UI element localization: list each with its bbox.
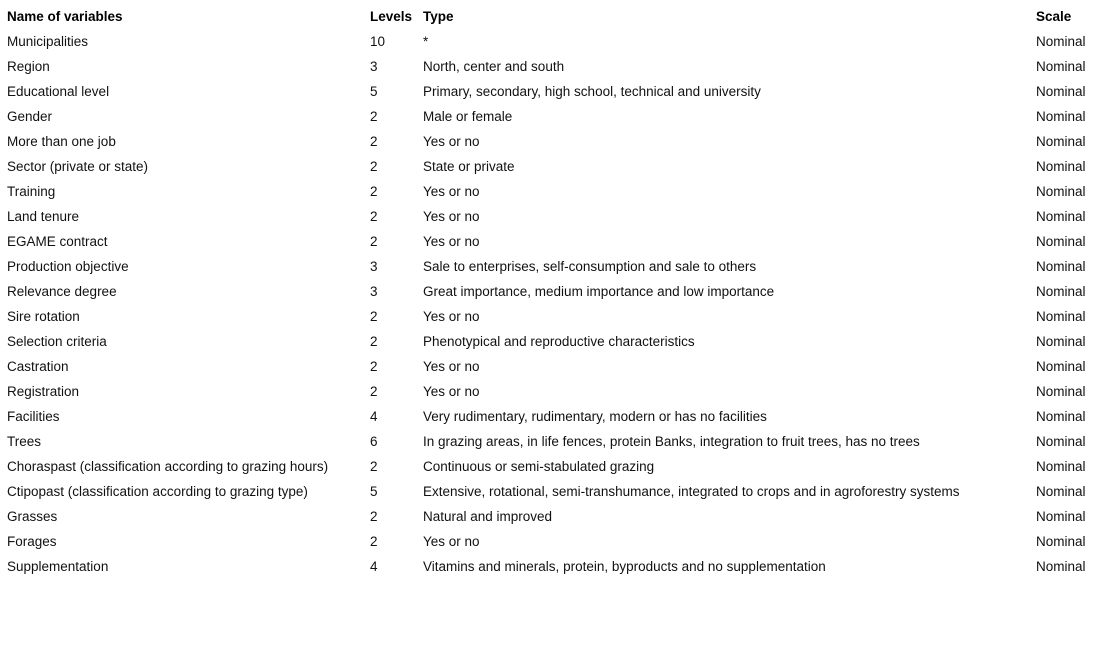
- cell-type: Yes or no: [423, 234, 480, 249]
- cell-name: Selection criteria: [7, 334, 107, 349]
- cell-scale: Nominal: [1036, 459, 1086, 474]
- cell-levels: 3: [370, 284, 378, 299]
- cell-scale: Nominal: [1036, 384, 1086, 399]
- table-row: [0, 304, 1110, 329]
- cell-levels: 5: [370, 84, 378, 99]
- cell-levels: 4: [370, 409, 378, 424]
- table-row: [0, 554, 1110, 579]
- cell-name: EGAME contract: [7, 234, 108, 249]
- cell-scale: Nominal: [1036, 559, 1086, 574]
- cell-name: Training: [7, 184, 56, 199]
- cell-levels: 2: [370, 234, 378, 249]
- cell-scale: Nominal: [1036, 434, 1086, 449]
- cell-type: *: [423, 34, 429, 49]
- cell-scale: Nominal: [1036, 309, 1086, 324]
- cell-scale: Nominal: [1036, 259, 1086, 274]
- header-type: Type: [423, 9, 454, 24]
- cell-levels: 2: [370, 509, 378, 524]
- cell-type: In grazing areas, in life fences, protein Banks, integration to fruit trees, has no trees: [423, 434, 920, 449]
- cell-name: Relevance degree: [7, 284, 117, 299]
- cell-scale: Nominal: [1036, 134, 1086, 149]
- cell-name: Forages: [7, 534, 57, 549]
- cell-name: Registration: [7, 384, 80, 399]
- cell-levels: 4: [370, 559, 378, 574]
- cell-name: Grasses: [7, 509, 58, 524]
- table-row: [0, 504, 1110, 529]
- cell-name: Supplementation: [7, 559, 109, 574]
- table-row: [0, 154, 1110, 179]
- cell-levels: 5: [370, 484, 378, 499]
- cell-type: Continuous or semi-stabulated grazing: [423, 459, 655, 474]
- table-row: [0, 104, 1110, 129]
- cell-scale: Nominal: [1036, 209, 1086, 224]
- table-row: [0, 329, 1110, 354]
- cell-scale: Nominal: [1036, 159, 1086, 174]
- table-row: [0, 529, 1110, 554]
- cell-scale: Nominal: [1036, 84, 1086, 99]
- cell-type: Primary, secondary, high school, technical and university: [423, 84, 761, 99]
- cell-name: Region: [7, 59, 50, 74]
- cell-scale: Nominal: [1036, 334, 1086, 349]
- cell-levels: 6: [370, 434, 378, 449]
- cell-scale: Nominal: [1036, 409, 1086, 424]
- table-row: [0, 129, 1110, 154]
- cell-name: Gender: [7, 109, 53, 124]
- header-name-of-variables: Name of variables: [7, 9, 123, 24]
- cell-name: Ctipopast (classification according to grazing type): [7, 484, 308, 499]
- cell-type: Yes or no: [423, 534, 480, 549]
- cell-levels: 2: [370, 384, 378, 399]
- cell-levels: 2: [370, 184, 378, 199]
- cell-name: Sire rotation: [7, 309, 80, 324]
- cell-type: Natural and improved: [423, 509, 553, 524]
- cell-type: Extensive, rotational, semi-transhumance, integrated to crops and in agroforestry systems: [423, 484, 960, 499]
- cell-scale: Nominal: [1036, 509, 1086, 524]
- cell-name: Municipalities: [7, 34, 89, 49]
- variables-table-body: [0, 29, 1110, 579]
- cell-type: Very rudimentary, rudimentary, modern or has no facilities: [423, 409, 767, 424]
- table-row: [0, 54, 1110, 79]
- table-row: [0, 79, 1110, 104]
- cell-levels: 10: [370, 34, 386, 49]
- cell-name: Educational level: [7, 84, 110, 99]
- header-row: [0, 4, 1110, 29]
- cell-name: Trees: [7, 434, 42, 449]
- cell-type: Yes or no: [423, 134, 480, 149]
- cell-scale: Nominal: [1036, 534, 1086, 549]
- cell-type: Yes or no: [423, 209, 480, 224]
- cell-scale: Nominal: [1036, 184, 1086, 199]
- cell-type: Phenotypical and reproductive characteristics: [423, 334, 695, 349]
- table-row: [0, 429, 1110, 454]
- cell-levels: 3: [370, 259, 378, 274]
- cell-levels: 2: [370, 109, 378, 124]
- cell-levels: 3: [370, 59, 378, 74]
- header-scale: Scale: [1036, 9, 1072, 24]
- cell-scale: Nominal: [1036, 109, 1086, 124]
- cell-name: Sector (private or state): [7, 159, 149, 174]
- table-row: [0, 279, 1110, 304]
- header-levels: Levels: [370, 9, 413, 24]
- cell-levels: 2: [370, 459, 378, 474]
- cell-name: Facilities: [7, 409, 60, 424]
- cell-type: North, center and south: [423, 59, 565, 74]
- table-row: [0, 204, 1110, 229]
- cell-scale: Nominal: [1036, 59, 1086, 74]
- cell-scale: Nominal: [1036, 34, 1086, 49]
- cell-type: Yes or no: [423, 359, 480, 374]
- cell-levels: 2: [370, 359, 378, 374]
- cell-type: Male or female: [423, 109, 513, 124]
- cell-levels: 2: [370, 334, 378, 349]
- cell-name: More than one job: [7, 134, 116, 149]
- cell-scale: Nominal: [1036, 484, 1086, 499]
- variables-table: [0, 4, 1110, 579]
- table-row: [0, 454, 1110, 479]
- table-row: [0, 404, 1110, 429]
- cell-type: Yes or no: [423, 384, 480, 399]
- cell-type: Yes or no: [423, 184, 480, 199]
- cell-type: Great importance, medium importance and low importance: [423, 284, 775, 299]
- cell-name: Castration: [7, 359, 69, 374]
- table-row: [0, 379, 1110, 404]
- cell-name: Choraspast (classification according to grazing hours): [7, 459, 329, 474]
- cell-type: Sale to enterprises, self-consumption and sale to others: [423, 259, 757, 274]
- cell-scale: Nominal: [1036, 359, 1086, 374]
- table-row: [0, 29, 1110, 54]
- cell-levels: 2: [370, 309, 378, 324]
- cell-levels: 2: [370, 134, 378, 149]
- cell-scale: Nominal: [1036, 234, 1086, 249]
- cell-levels: 2: [370, 534, 378, 549]
- cell-scale: Nominal: [1036, 284, 1086, 299]
- table-row: [0, 479, 1110, 504]
- table-header: [0, 4, 1110, 29]
- table-row: [0, 254, 1110, 279]
- cell-name: Land tenure: [7, 209, 80, 224]
- cell-type: State or private: [423, 159, 515, 174]
- table-row: [0, 354, 1110, 379]
- cell-type: Yes or no: [423, 309, 480, 324]
- cell-name: Production objective: [7, 259, 129, 274]
- cell-levels: 2: [370, 159, 378, 174]
- cell-type: Vitamins and minerals, protein, byproducts and no supplementation: [423, 559, 826, 574]
- table-row: [0, 179, 1110, 204]
- table-row: [0, 229, 1110, 254]
- cell-levels: 2: [370, 209, 378, 224]
